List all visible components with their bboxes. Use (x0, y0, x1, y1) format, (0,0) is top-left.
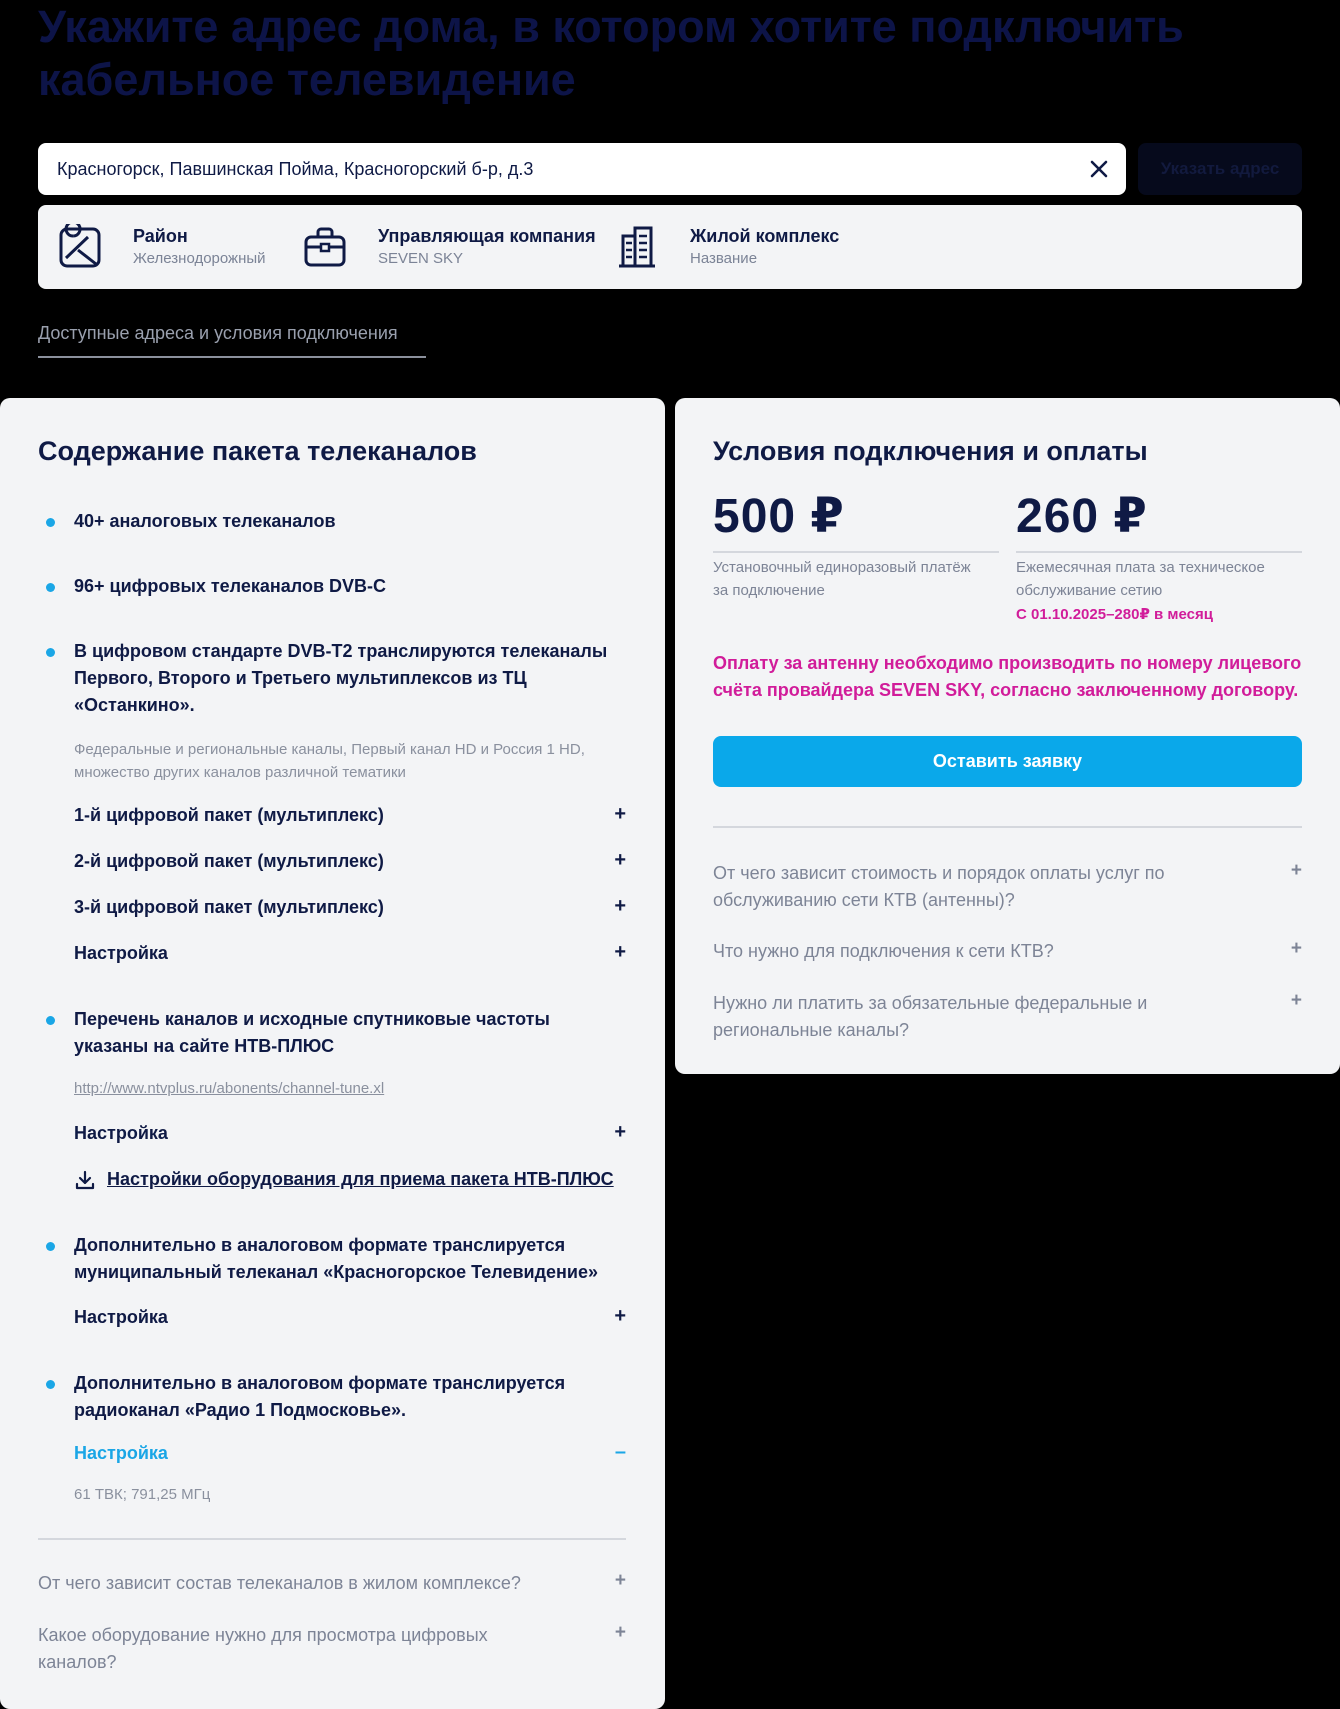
plus-icon: + (1290, 990, 1302, 1011)
bullet-dot (46, 1242, 55, 1251)
bullet-text: Дополнительно в аналоговом формате транслируется радиоканал «Радио 1 Подмосковье». (74, 1373, 566, 1420)
accordion-mux1[interactable] (74, 803, 626, 831)
ntvplus-link[interactable]: http://www.ntvplus.ru/abonents/channel-tune.xl (74, 1080, 385, 1097)
submit-request-button[interactable]: Оставить заявку (713, 736, 1302, 787)
setup-price: 500 ₽ (713, 490, 845, 543)
briefcase-icon (303, 224, 347, 270)
conditions-title: Условия подключения и оплаты (713, 436, 1148, 466)
accordion-setup-3[interactable] (74, 1305, 626, 1333)
divider (38, 1538, 626, 1540)
bullet-dot (46, 1016, 55, 1025)
plus-icon: + (614, 1570, 626, 1591)
company-title: Управляющая компания (378, 226, 596, 246)
list-item (74, 508, 634, 535)
list-item (74, 1370, 594, 1424)
bullet-text: В цифровом стандарте DVB-T2 транслируются телеканалы Первого, Второго и Третьего мультиплексов из ТЦ «Останкино». (74, 641, 608, 715)
accordion-label: Настройка (74, 1123, 168, 1143)
list-item (74, 638, 619, 719)
accordion-mux2[interactable] (74, 849, 626, 877)
bullet-text: 96+ цифровых телеканалов DVB-C (74, 576, 387, 596)
plus-icon: + (614, 941, 626, 963)
accordion-mux3[interactable] (74, 895, 626, 923)
building-icon (615, 224, 659, 270)
address-info-bar (38, 205, 1302, 289)
bullet-note: Федеральные и региональные каналы, Первый канал HD и Россия 1 HD, множество других каналов различной тематики (74, 741, 585, 781)
faq-connection-needs[interactable] (713, 938, 1302, 966)
plus-icon: + (614, 803, 626, 825)
plus-icon: + (614, 1121, 626, 1143)
accordion-label: Настройка (74, 1443, 168, 1463)
plus-icon: + (614, 1305, 626, 1327)
district-title: Район (133, 226, 188, 246)
faq-question: От чего зависит стоимость и порядок оплаты услуг по обслуживанию сети КТВ (антенны)? (713, 863, 1165, 910)
faq-question: Что нужно для подключения к сети КТВ? (713, 941, 1054, 961)
setup-price-description: Установочный единоразовый платёж за подключение (713, 559, 971, 599)
faq-channels-composition[interactable] (38, 1570, 626, 1598)
clear-icon[interactable] (1086, 156, 1112, 182)
set-address-button[interactable]: Указать адрес (1138, 143, 1302, 195)
tab-available-addresses[interactable]: Доступные адреса и условия подключения (38, 323, 426, 358)
package-card (0, 398, 665, 1709)
list-item (74, 573, 634, 600)
faq-question: Какое оборудование нужно для просмотра цифровых каналов? (38, 1625, 488, 1672)
list-item (74, 1232, 614, 1286)
payment-alert: Оплату за антенну необходимо производить по номеру лицевого счёта провайдера SEVEN SKY, согласно заключенному договору. (713, 653, 1302, 700)
price-change-note: С 01.10.2025–280₽ в месяц (1016, 606, 1213, 623)
accordion-label: 2-й цифровой пакет (мультиплекс) (74, 851, 384, 871)
package-title: Содержание пакета телеканалов (38, 436, 477, 466)
accordion-label: Настройка (74, 1307, 168, 1327)
plus-icon: + (614, 895, 626, 917)
plus-icon: + (1290, 938, 1302, 959)
accordion-setup-1[interactable] (74, 941, 626, 969)
accordion-setup-4[interactable] (74, 1441, 626, 1469)
company-value: SEVEN SKY (378, 250, 464, 267)
monthly-price-description: Ежемесячная плата за техническое обслуживание сетию (1016, 559, 1265, 599)
plus-icon: + (614, 1622, 626, 1643)
faq-question: От чего зависит состав телеканалов в жилом комплексе? (38, 1573, 521, 1593)
map-pin-icon (58, 224, 102, 270)
plus-icon: + (1290, 860, 1302, 881)
divider (713, 826, 1302, 828)
accordion-label: 1-й цифровой пакет (мультиплекс) (74, 805, 384, 825)
accordion-label: Настройка (74, 943, 168, 963)
faq-payment-cost[interactable] (713, 860, 1302, 916)
bullet-dot (46, 648, 55, 657)
faq-question: Нужно ли платить за обязательные федеральные и региональные каналы? (713, 993, 1148, 1040)
faq-equipment[interactable] (38, 1622, 626, 1678)
accordion-label: 3-й цифровой пакет (мультиплекс) (74, 897, 384, 917)
bullet-dot (46, 583, 55, 592)
bullet-dot (46, 518, 55, 527)
complex-value: Название (690, 250, 758, 267)
accordion-setup-2[interactable] (74, 1121, 626, 1149)
address-input[interactable] (38, 143, 1068, 195)
bullet-dot (46, 1380, 55, 1389)
district-value: Железнодорожный (133, 250, 266, 267)
divider (1016, 551, 1302, 553)
bullet-text: Перечень каналов и исходные спутниковые частоты указаны на сайте НТВ-ПЛЮС (74, 1009, 550, 1056)
divider (713, 551, 999, 553)
download-icon (74, 1169, 96, 1191)
faq-mandatory-channels[interactable] (713, 990, 1302, 1046)
bullet-text: 40+ аналоговых телеканалов (74, 511, 336, 531)
plus-icon: + (614, 849, 626, 871)
page-title: Укажите адрес дома, в котором хотите подключить кабельное телевидение (38, 1, 1184, 105)
bullet-text: Дополнительно в аналоговом формате транслируется муниципальный телеканал «Красногорское Телевидение» (74, 1235, 598, 1282)
complex-title: Жилой комплекс (690, 226, 840, 246)
minus-icon: – (614, 1441, 626, 1463)
address-search (38, 143, 1126, 195)
download-label: Настройки оборудования для приема пакета НТВ-ПЛЮС (107, 1169, 614, 1189)
radio-frequency: 61 ТВК; 791,25 МГц (74, 1486, 211, 1503)
list-item (74, 1006, 594, 1060)
monthly-price: 260 ₽ (1016, 490, 1148, 543)
